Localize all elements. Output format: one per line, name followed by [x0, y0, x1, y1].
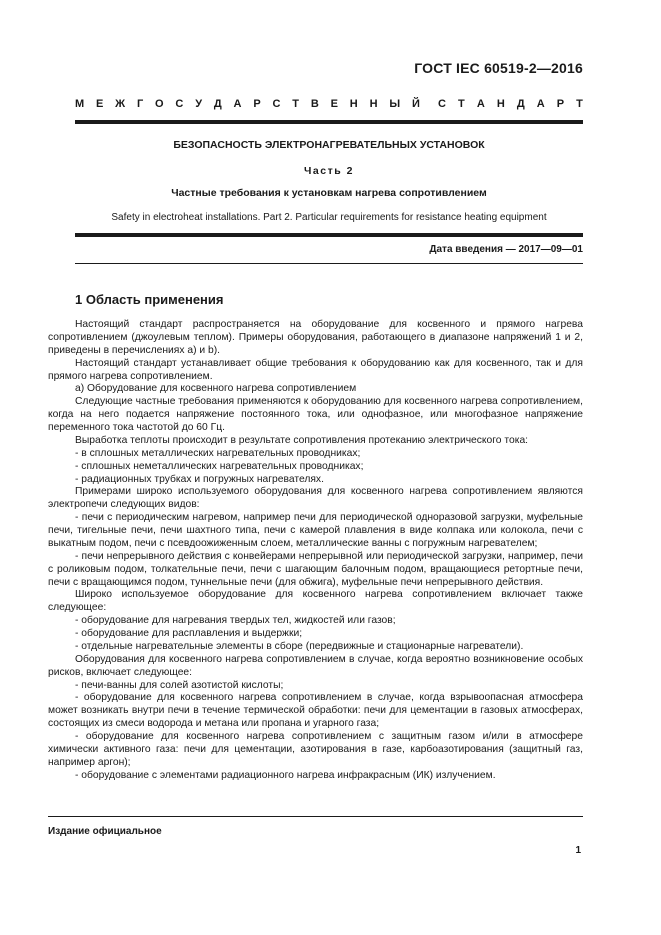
list-item: - оборудование с элементами радиационного нагрева инфракрасным (ИК) излучением. [75, 769, 496, 781]
banner-letter: Й [411, 98, 420, 110]
introduction-date: Дата введения — 2017—09—01 [429, 244, 583, 255]
paragraph: Оборудования для косвенного нагрева сопротивлением в случае, когда вероятно возникновение особых рисков, включает следующее: [48, 653, 583, 678]
list-item: - печи непрерывного действия с конвейерами непрерывной или периодической загрузки, например, печи с роликовым подом, толкательные печи, печи с шагающим балочным подом, вращающиеся ретортные печи, печи с вращающимся подом, туннельные печи (для обжига), муфельные печи непрерывного действия. [48, 550, 583, 588]
banner-letter: Д [516, 98, 525, 110]
banner-letter: Е [330, 98, 338, 110]
banner-letter: Ж [115, 98, 126, 110]
banner-letter: А [233, 98, 242, 110]
banner-letter: А [476, 98, 485, 110]
banner-letter: У [195, 98, 203, 110]
title-divider [75, 233, 583, 237]
paragraph: Выработка теплоты происходит в результате сопротивления протеканию электрического тока: [75, 434, 529, 446]
paragraph: Широко используемое оборудование для косвенного нагрева сопротивлением включает также следующее: [48, 589, 583, 614]
section-body [48, 319, 583, 783]
list-item: - оборудование для нагревания твердых тел, жидкостей или газов; [75, 615, 396, 627]
banner-letter: А [536, 98, 545, 110]
edition-label: Издание официальное [48, 826, 162, 837]
paragraph: Настоящий стандарт распространяется на оборудование для косвенного и прямого нагрева сопротивлением (джоулевым теплом). Примеры оборудования, работающего в диапазоне напряжений 1 и 2, приведены в перечислениях a) и b). [48, 319, 583, 356]
document-title: БЕЗОПАСНОСТЬ ЭЛЕКТРОНАГРЕВАТЕЛЬНЫХ УСТАНОВОК [173, 139, 485, 151]
page-number: 1 [575, 845, 581, 856]
list-item: - отдельные нагревательные элементы в сборе (передвижные и стационарные нагреватели). [75, 640, 524, 652]
list-item: - оборудование для косвенного нагрева сопротивлением в случае, когда взрывоопасная атмосфера может возникать внутри печи в течение термической обработки: печи для цементации в газовых атмосферах, состоящих из смеси водорода и метана или пропана и угарного газа; [48, 692, 583, 730]
top-divider [75, 120, 583, 124]
banner-letter: Н [496, 98, 505, 110]
list-item: - оборудование для косвенного нагрева сопротивлением с защитным газом и/или в атмосфере химически активного газа: печи для цементации, азотирования в газе, карбоазотирования (защитный газ, например аргон); [48, 731, 583, 768]
banner-letter: Ы [389, 98, 401, 110]
banner-letter: Т [576, 98, 583, 110]
document-subtitle: Частные требования к установкам нагрева сопротивлением [171, 187, 487, 199]
list-item: - оборудование для расплавления и выдержки; [75, 628, 303, 639]
document-part: Часть 2 [304, 165, 354, 177]
banner-letter: Г [136, 98, 144, 110]
list-item: - печи-ванны для солей азотистой кислоты; [75, 679, 284, 691]
section-heading: 1 Область применения [75, 292, 224, 307]
list-item: - в сплошных металлических нагревательных проводниках; [75, 447, 361, 459]
banner-letter: Р [556, 98, 565, 110]
date-divider [75, 263, 583, 264]
banner-letter: Т [292, 98, 300, 110]
list-item: - радиационных трубках и погружных нагревателях. [75, 473, 324, 485]
banner-letter: Е [96, 98, 104, 110]
banner-letter: С [438, 98, 446, 110]
paragraph: Следующие частные требования применяются к оборудованию для косвенного нагрева сопротивлением, когда на него подается напряжение постоянного тока, или однофазное, или многофазное напряжение переменного тока частотой до 60 Гц. [48, 396, 583, 433]
banner-letter: С [272, 98, 281, 110]
list-item: - сплошных неметаллических нагревательных проводниках; [75, 460, 364, 472]
paragraph: Настоящий стандарт устанавливает общие требования к оборудованию как для косвенного, так и для прямого нагрева сопротивлением. [48, 357, 583, 382]
banner-letter: Т [458, 98, 465, 110]
list-item: - печи с периодическим нагревом, например печи для периодической одноразовой загрузки, муфельные печи, тигельные печи, печи шахтного типа, печи с камерой плавления в виде колпака или колокола, печи с выкатным подом, печи с псевдоожиженным слоем, металлические ванны с погружным нагревателем; [48, 512, 583, 549]
gost-code: ГОСТ IEC 60519-2—2016 [414, 60, 583, 76]
banner-letter: Н [349, 98, 358, 110]
english-title: Safety in electroheat installations. Part 2. Particular requirements for resistance heating equipment [111, 212, 547, 223]
interstate-standard-banner [75, 98, 583, 110]
interstate-word [75, 98, 420, 110]
banner-letter: Р [253, 98, 261, 110]
banner-letter: С [175, 98, 184, 110]
standard-word [438, 98, 583, 110]
footer-divider [48, 816, 583, 817]
banner-letter: О [155, 98, 164, 110]
banner-letter: Н [369, 98, 378, 110]
banner-letter: Д [213, 98, 222, 110]
paragraph: а) Оборудование для косвенного нагрева сопротивлением [75, 383, 357, 395]
banner-letter: В [310, 98, 319, 110]
banner-letter: М [75, 98, 85, 110]
paragraph: Примерами широко используемого оборудования для косвенного нагрева сопротивлением являются электропечи следующих видов: [48, 486, 583, 511]
